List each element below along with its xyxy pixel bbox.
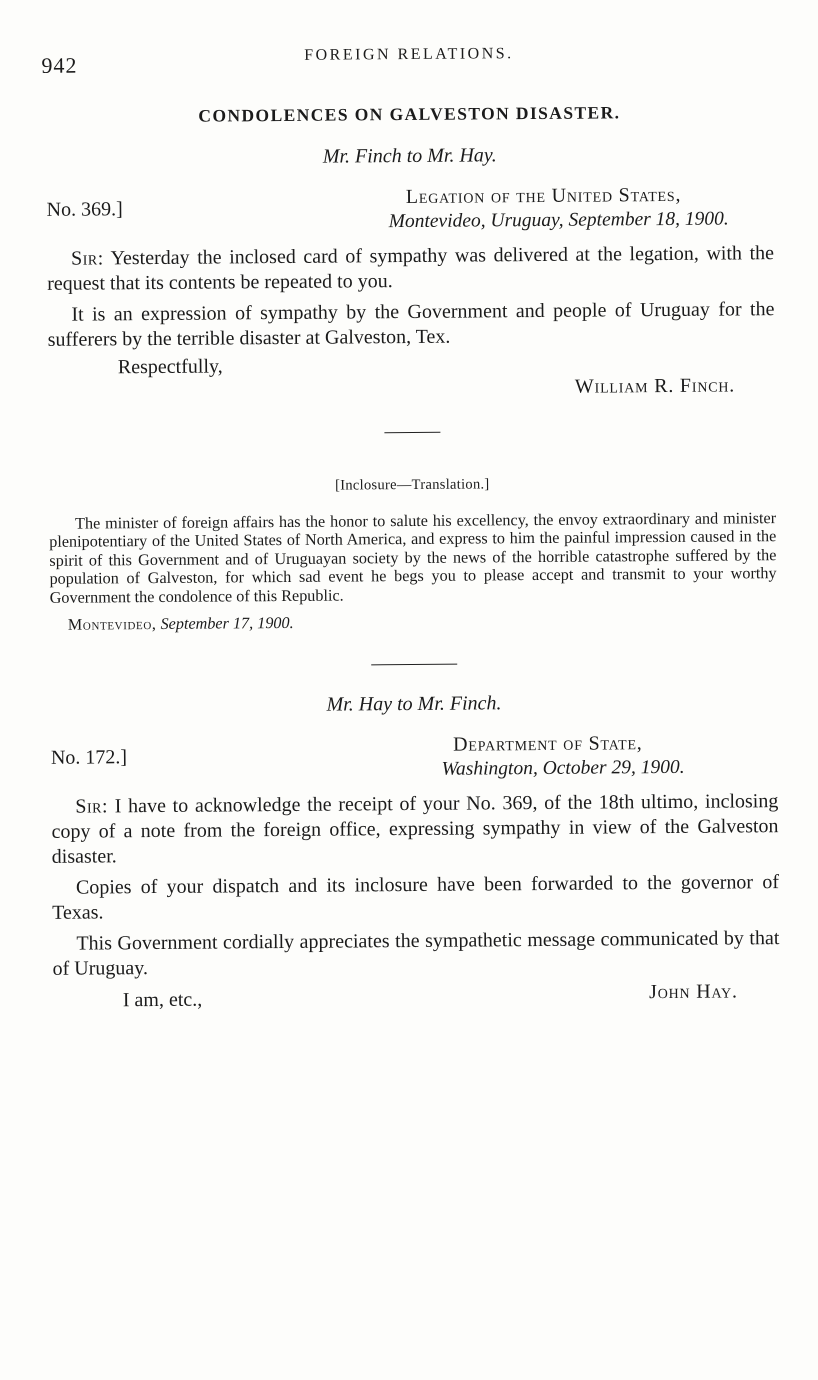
inclosure-dateline bbox=[68, 610, 777, 635]
letter1-doc-line bbox=[46, 183, 773, 241]
inclosure-label: [Inclosure—Translation.] bbox=[335, 476, 490, 494]
letter2-paragraph-3: This Government cordially appreciates the sympathetic message communicated by that of Uruguay. bbox=[52, 927, 780, 980]
letter1-doc-number: No. 369.] bbox=[46, 198, 123, 221]
inclosure-body: The minister of foreign affairs has the honor to salute his excellency, the envoy extraordinary and minister plenipotentiary of the United States of North America, and express to him the painful impression caused in the spirit of this Government and of Uruguayan society by the news of the horrible catastrophe suffered by the population of Galveston, for which sad event he begs you to please accept and transmit to your worthy Government the condolence of this Republic. bbox=[49, 509, 777, 607]
inclosure-dateline-date: September 17, 1900. bbox=[156, 613, 294, 634]
page-number: 942 bbox=[41, 52, 78, 78]
letter1-paragraph-2: It is an expression of sympathy by the Government and people of Uruguay for the sufferers by the terrible disaster at Galveston, Tex. bbox=[47, 298, 775, 351]
letter2-closing-row bbox=[53, 980, 780, 1016]
running-header-row bbox=[41, 41, 772, 78]
inclosure-dateline-place: Montevideo, bbox=[67, 615, 157, 634]
letter1-origin-block bbox=[323, 183, 763, 233]
letter1-closing: Respectfully, bbox=[117, 355, 223, 379]
letter2-origin-name: Department of State, bbox=[453, 732, 643, 756]
letter2-paragraph-1 bbox=[51, 789, 779, 870]
letter2-heading: Mr. Hay to Mr. Finch. bbox=[326, 692, 502, 716]
letter2-paragraph-2: Copies of your dispatch and its inclosure have been forwarded to the governor of Texas. bbox=[52, 871, 780, 924]
letter1-salutation: Sir: bbox=[70, 247, 104, 270]
section-divider-2 bbox=[371, 664, 457, 666]
letter2-doc-number: No. 172.] bbox=[50, 746, 128, 769]
letter2-salutation: Sir: bbox=[75, 795, 109, 818]
letter1-origin-dateline: Montevideo, Uruguay, September 18, 1900. bbox=[388, 208, 729, 233]
running-header-title: FOREIGN RELATIONS. bbox=[304, 45, 514, 64]
letter2-paragraph-1-text: I have to acknowledge the receipt of your No. 369, of the 18th ultimo, inclosing copy of a note from the foreign office, expressing sympathy in view of the Galveston disaster. bbox=[51, 790, 779, 868]
letter1-heading: Mr. Finch to Mr. Hay. bbox=[322, 144, 497, 168]
letter1-signature: William R. Finch. bbox=[574, 374, 736, 398]
letter2-origin-dateline: Washington, October 29, 1900. bbox=[441, 756, 685, 780]
letter2-signature: John Hay. bbox=[649, 980, 738, 1004]
letter2-doc-line bbox=[51, 731, 778, 789]
article-title: CONDOLENCES ON GALVESTON DISASTER. bbox=[198, 102, 621, 126]
letter2-origin-block bbox=[328, 731, 768, 781]
section-divider-1 bbox=[384, 432, 440, 433]
letter2-closing: I am, etc., bbox=[122, 988, 203, 1012]
letter1-paragraph-1-text: Yesterday the inclosed card of sympathy was delivered at the legation, with the request that its contents be repeated to you. bbox=[47, 242, 775, 295]
letter1-paragraph-1 bbox=[47, 241, 774, 297]
letter1-origin-name: Legation of the United States, bbox=[405, 183, 682, 209]
